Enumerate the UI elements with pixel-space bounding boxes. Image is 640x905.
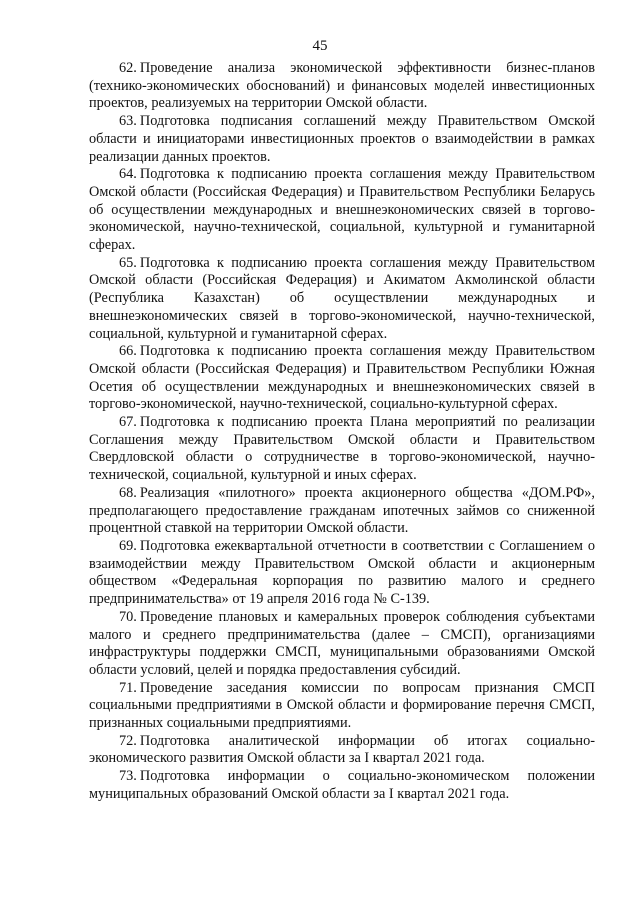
item-text: Подготовка аналитической информации об итогах социально-экономического развития Омской области за I квартал 2021 года. (89, 732, 595, 767)
item-number: 63. (119, 113, 137, 130)
item-number: 73. (119, 768, 137, 785)
list-item (89, 60, 595, 113)
item-text: Подготовка информации о социально-экономическом положении муниципальных образований Омской области за I квартал 2021 года. (89, 768, 595, 802)
item-number: 67. (119, 414, 137, 431)
list-item (89, 113, 595, 166)
item-number: 70. (119, 608, 137, 625)
list-item (89, 768, 595, 803)
item-text: Подготовка ежеквартальной отчетности в соответствии с Соглашением о взаимодействии между Правительством Омской области и акционерным обществом «Федеральная корпорация по развитию малого и среднего предпринимательства» от 19 апреля 2016 года № С-139. (89, 537, 595, 608)
item-text: Проведение заседания комиссии по вопросам признания СМСП социальными предприятиями в Омской области и формирование перечня СМСП, признанных социальными предприятиями. (89, 679, 595, 732)
item-number: 66. (119, 343, 137, 360)
item-number: 64. (119, 166, 137, 183)
item-text: Проведение анализа экономической эффективности бизнес-планов (технико-экономических обоснований) и финансовых моделей инвестиционных проектов, реализуемых на территории Омской области. (89, 60, 595, 112)
item-number: 65. (119, 254, 137, 271)
item-text: Проведение плановых и камеральных проверок соблюдения субъектами малого и среднего предпринимательства (далее – СМСП), организациями инфраструктуры поддержки СМСП, муниципальными образованиями Омской области условий, целей и порядка предоставления субсидий. (89, 608, 595, 678)
list-item (89, 166, 595, 255)
list-item (89, 414, 595, 485)
item-text: Подготовка к подписанию проекта соглашения между Правительством Омской области (Российская Федерация) и Правительством Республики Беларусь об осуществлении международных и внешнеэкономических связей в торгово-экономической, научно-технической, социальной, культурной и гуманитарной сферах. (89, 166, 595, 254)
list-item (89, 343, 595, 414)
item-text: Реализация «пилотного» проекта акционерного общества «ДОМ.РФ», предполагающего предоставление гражданам ипотечных займов со сниженной процентной ставкой на территории Омской области. (89, 484, 595, 537)
list-item (89, 485, 595, 538)
document-body (89, 60, 595, 804)
list-item (89, 609, 595, 680)
list-item (89, 255, 595, 344)
item-text: Подготовка к подписанию проекта соглашения между Правительством Омской области (Российская Федерация) и Правительством Республики Южная Осетия об осуществлении международных и внешнеэкономических связей в торгово-экономической, научно-технической, социально-культурной сферах. (89, 343, 595, 413)
item-number: 62. (119, 60, 137, 76)
item-number: 69. (119, 537, 137, 554)
item-number: 72. (119, 732, 137, 749)
list-item (89, 733, 595, 768)
page-number: 45 (312, 38, 328, 54)
list-item (89, 680, 595, 733)
item-text: Подготовка к подписанию проекта соглашения между Правительством Омской области (Российская Федерация) и Акиматом Акмолинской области (Республика Казахстан) об осуществлении международных и внешнеэкономических связей в торгово-экономической, научно-технической, социальной, культурной и гуманитарной сферах. (89, 254, 595, 342)
item-text: Подготовка к подписанию проекта Плана мероприятий по реализации Соглашения между Правительством Омской области и Правительством Свердловской области о сотрудничестве в торгово-экономической, научно-технической, социальной, культурной и иных сферах. (89, 414, 595, 484)
item-number: 71. (119, 679, 137, 696)
item-text: Подготовка подписания соглашений между Правительством Омской области и инициаторами инвестиционных проектов о взаимодействии в рамках реализации данных проектов. (89, 113, 595, 165)
list-item (89, 538, 595, 609)
item-number: 68. (119, 484, 137, 501)
